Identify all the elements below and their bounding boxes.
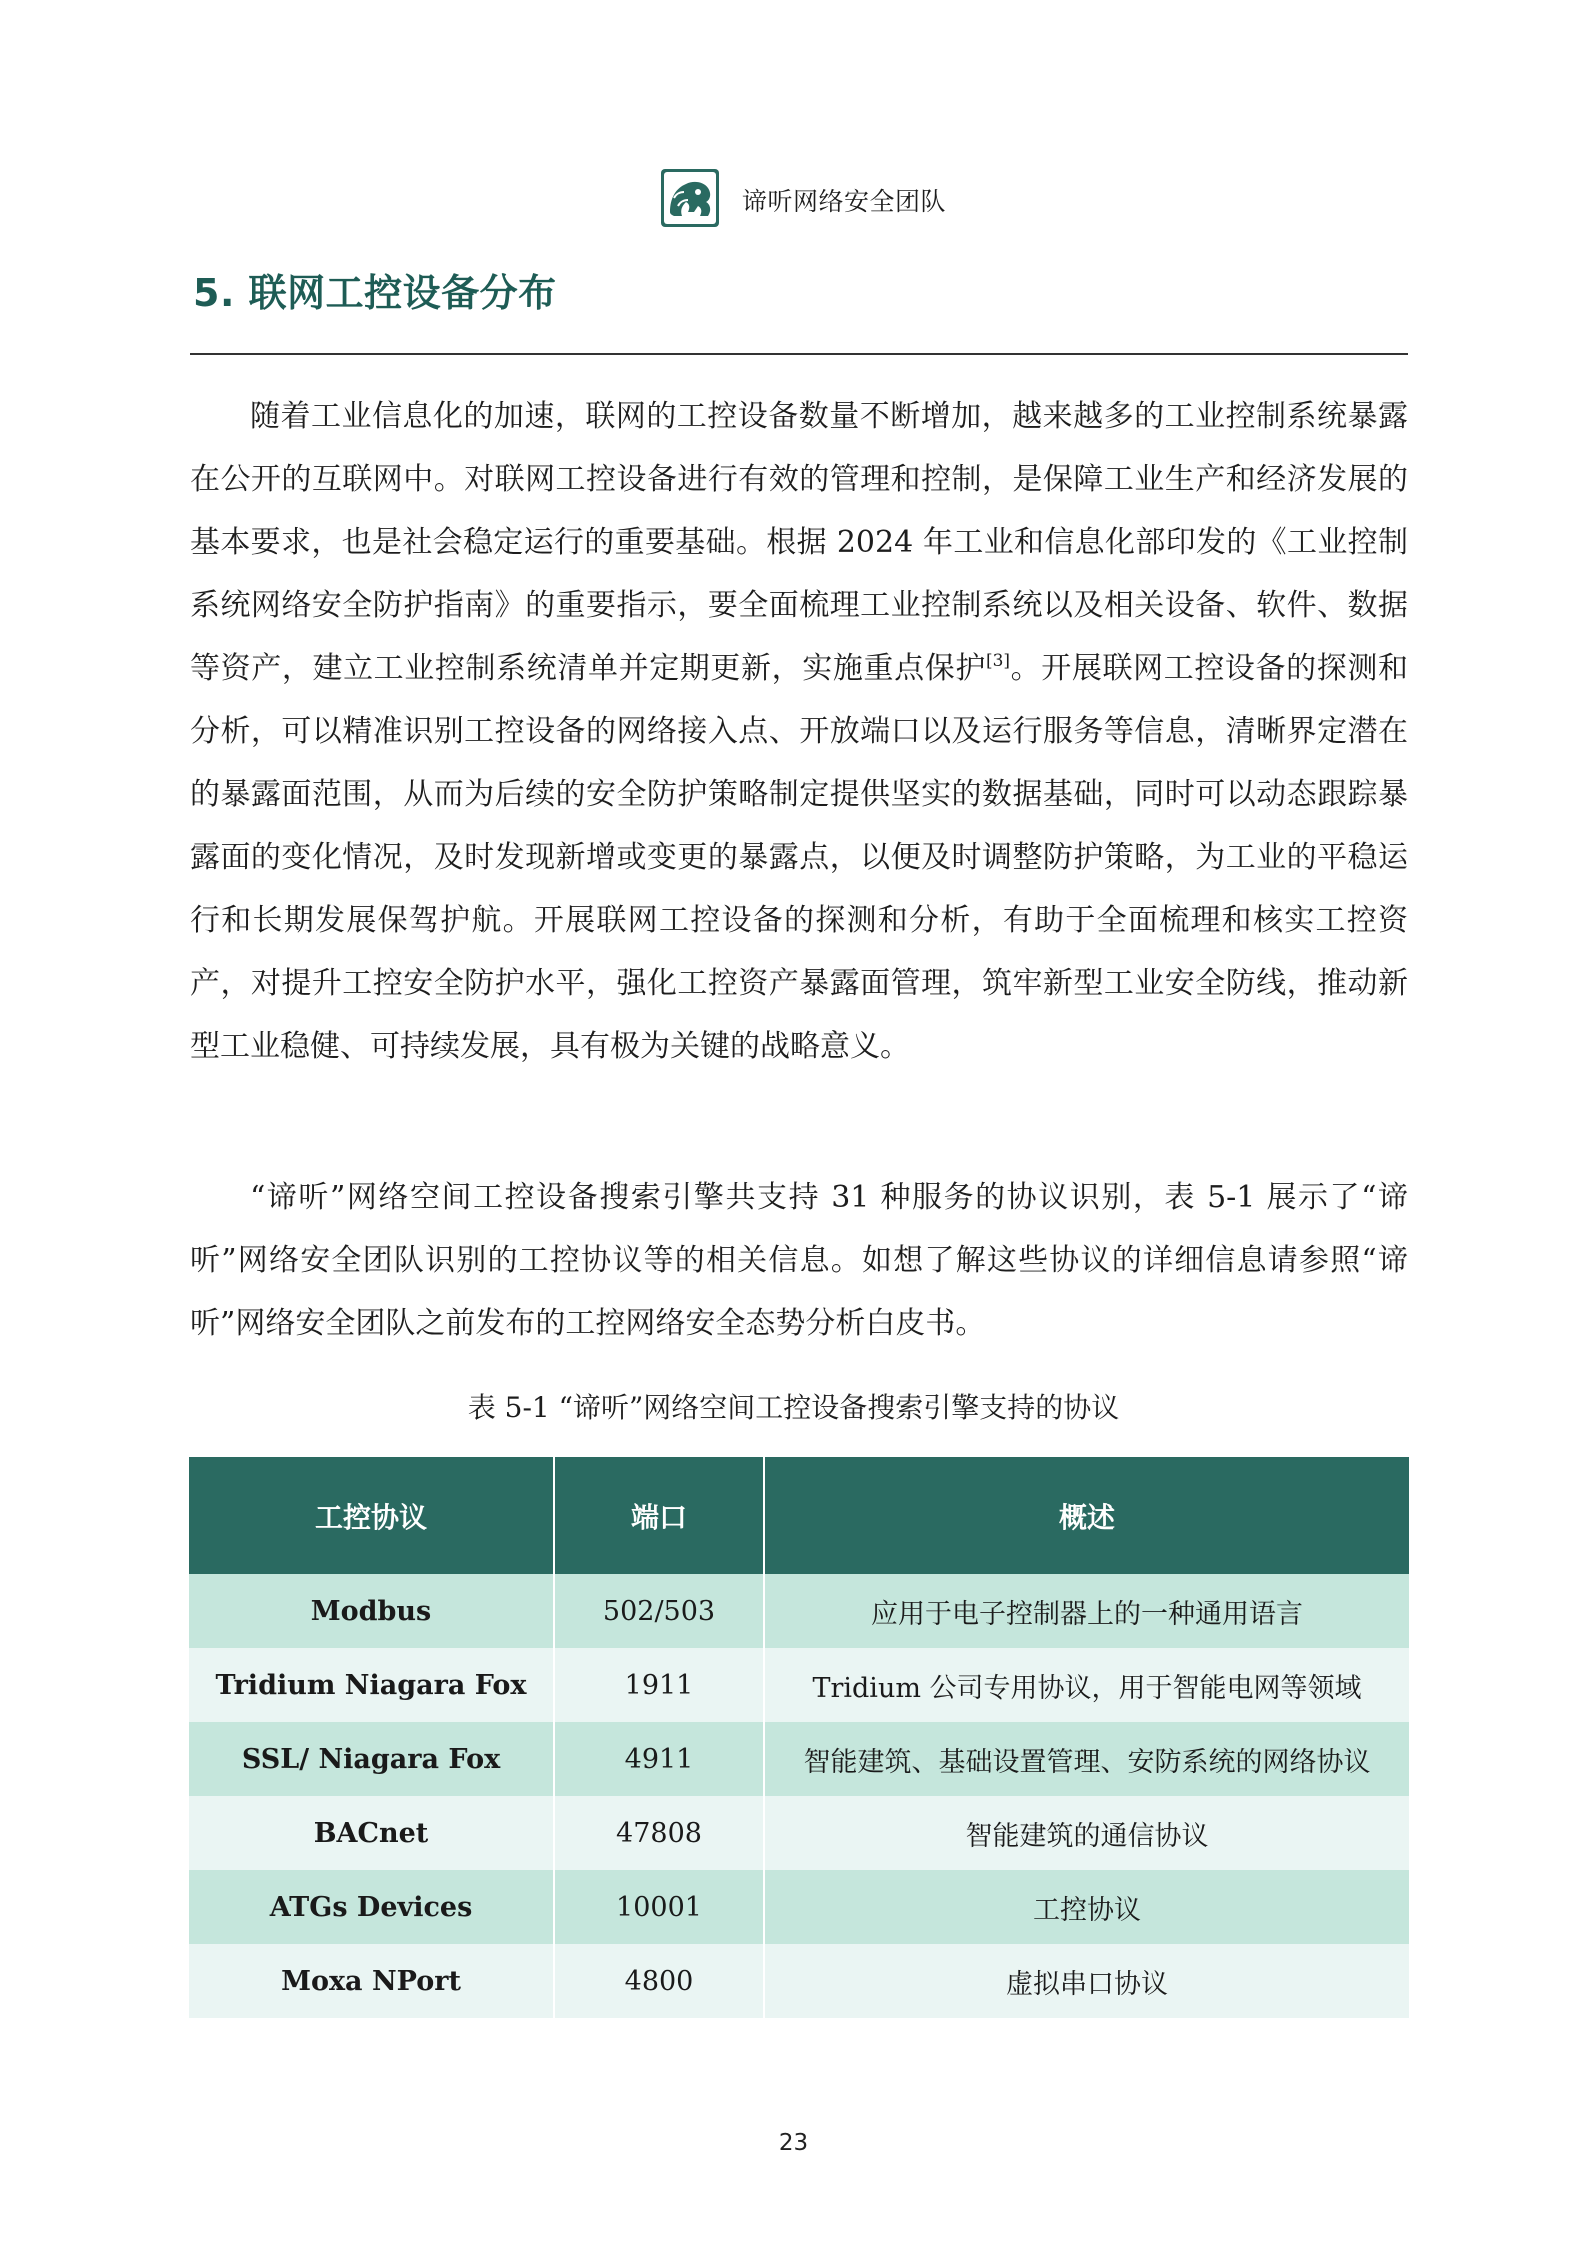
port-cell: 1911 <box>554 1648 764 1722</box>
listening-beast-seal-icon <box>660 168 720 228</box>
table-row <box>189 1944 1409 2018</box>
header-description: 概述 <box>764 1457 1409 1574</box>
protocol-table <box>189 1457 1409 2018</box>
port-cell: 4800 <box>554 1944 764 2018</box>
description-cell: 智能建筑、基础设置管理、安防系统的网络协议 <box>764 1722 1409 1796</box>
table-row <box>189 1870 1409 1944</box>
table-header-row <box>189 1457 1409 1574</box>
header-protocol: 工控协议 <box>189 1457 554 1574</box>
description-cell: 应用于电子控制器上的一种通用语言 <box>764 1574 1409 1648</box>
description-cell: Tridium 公司专用协议，用于智能电网等领域 <box>764 1648 1409 1722</box>
description-cell: 虚拟串口协议 <box>764 1944 1409 2018</box>
description-cell: 工控协议 <box>764 1870 1409 1944</box>
team-name: 谛听网络安全团队 <box>742 187 947 216</box>
header-port: 端口 <box>554 1457 764 1574</box>
intro-paragraph <box>190 385 1408 1078</box>
title-divider <box>190 353 1408 355</box>
table-row <box>189 1574 1409 1648</box>
intro-paragraph-part1: 随着工业信息化的加速，联网的工控设备数量不断增加，越来越多的工业控制系统暴露在公开的互联网中。对联网工控设备进行有效的管理和控制，是保障工业生产和经济发展的基本要求，也是社会稳定运行的重要基础。根据 2024 年工业和信息化部印发的《工业控制系统网络安全防护指南》的重要指示，要全面梳理工业控制系统以及相关设备、软件、数据等资产，建立工业控制系统清单并定期更新，实施重点保护 <box>190 399 1408 686</box>
description-cell: 智能建筑的通信协议 <box>764 1796 1409 1870</box>
protocol-cell: Modbus <box>189 1574 554 1648</box>
protocol-cell: BACnet <box>189 1796 554 1870</box>
protocol-cell: SSL/ Niagara Fox <box>189 1722 554 1796</box>
section-title: 5. 联网工控设备分布 <box>193 271 557 315</box>
protocol-cell: Moxa NPort <box>189 1944 554 2018</box>
protocol-paragraph: “谛听”网络空间工控设备搜索引擎共支持 31 种服务的协议识别，表 5-1 展示了“谛听”网络安全团队识别的工控协议等的相关信息。如想了解这些协议的详细信息请参照“谛听”网络安全团队之前发布的工控网络安全态势分析白皮书。 <box>190 1180 1408 1341</box>
intro-paragraph-part2: 。开展联网工控设备的探测和分析，可以精准识别工控设备的网络接入点、开放端口以及运行服务等信息，清晰界定潜在的暴露面范围，从而为后续的安全防护策略制定提供坚实的数据基础，同时可以动态跟踪暴露面的变化情况，及时发现新增或变更的暴露点，以便及时调整防护策略，为工业的平稳运行和长期发展保驾护航。开展联网工控设备的探测和分析，有助于全面梳理和核实工控资产，对提升工控安全防护水平，强化工控资产暴露面管理，筑牢新型工业安全防线，推动新型工业稳健、可持续发展，具有极为关键的战略意义。 <box>190 651 1408 1064</box>
port-cell: 10001 <box>554 1870 764 1944</box>
port-cell: 47808 <box>554 1796 764 1870</box>
table-row <box>189 1796 1409 1870</box>
table-row <box>189 1722 1409 1796</box>
port-cell: 4911 <box>554 1722 764 1796</box>
page-number: 23 <box>778 2130 809 2156</box>
protocol-cell: Tridium Niagara Fox <box>189 1648 554 1722</box>
table-caption: 表 5-1 “谛听”网络空间工控设备搜索引擎支持的协议 <box>467 1391 1120 1424</box>
protocol-cell: ATGs Devices <box>189 1870 554 1944</box>
table-row <box>189 1648 1409 1722</box>
citation-reference: [3] <box>985 651 1011 671</box>
port-cell: 502/503 <box>554 1574 764 1648</box>
page-header <box>0 160 1587 230</box>
